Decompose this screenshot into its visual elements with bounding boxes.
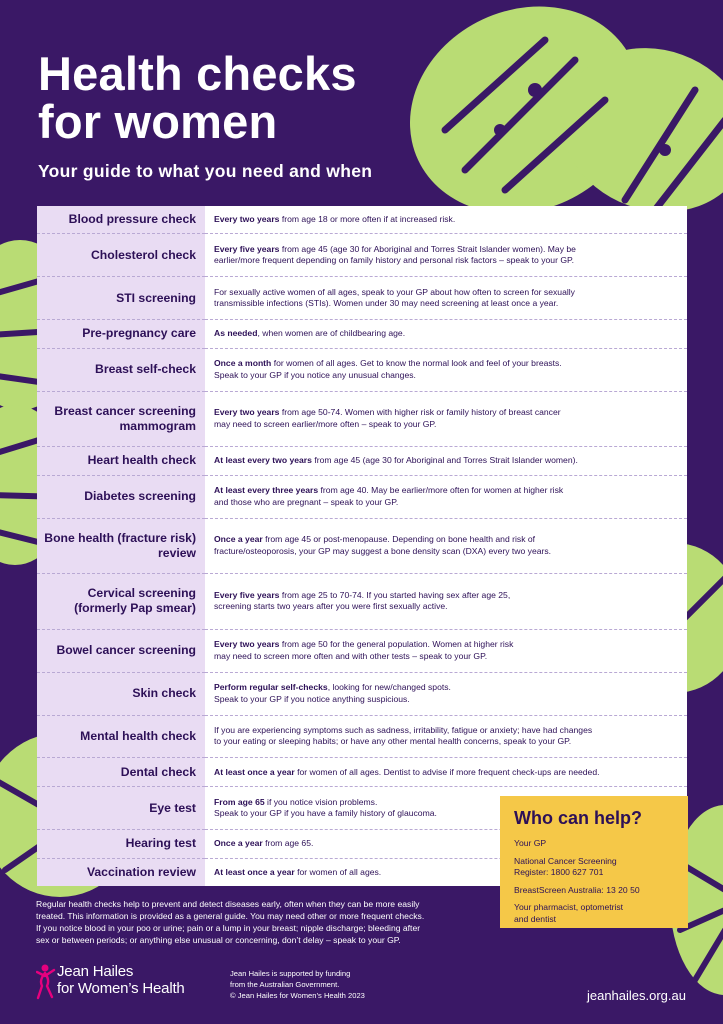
check-frequency: Once a month: [214, 358, 272, 369]
check-detail-line-2: fracture/osteoporosis, your GP may suggest a bone density scan (DXA) every two years.: [214, 545, 552, 556]
check-detail-line-2: Speak to your GP if you have a family history of glaucoma.: [214, 808, 437, 819]
funding-line-1: Jean Hailes is supported by funding: [230, 969, 351, 978]
check-detail-line-2: to your eating or sleeping habits; or have any other mental health concerns, speak to your GP.: [214, 736, 572, 747]
check-detail: for women of all ages. Get to know the normal look and feel of your breasts.: [271, 358, 562, 369]
footer-note-line: Regular health checks help to prevent and detect diseases early, often when they can be more easily: [36, 899, 420, 909]
check-frequency: Once a year: [214, 534, 263, 545]
help-line-gp: Your GP: [514, 838, 547, 848]
check-frequency: Every five years: [214, 589, 280, 600]
check-row: [37, 447, 687, 476]
check-name: Mental health check: [37, 715, 205, 758]
help-line-pharmacist-a: Your pharmacist, optometrist: [514, 902, 624, 912]
check-detail: from age 65.: [262, 838, 314, 849]
check-row: [37, 475, 687, 518]
check-name: Heart health check: [37, 447, 205, 476]
check-detail: from age 50 for the general population. Women at higher risk: [279, 639, 514, 650]
logo-line-2: for Women’s Health: [57, 979, 185, 997]
check-description: [205, 320, 687, 349]
check-detail: from age 25 to 70-74. If you started having sex after age 25,: [279, 589, 511, 600]
check-name: Diabetes screening: [37, 475, 205, 518]
help-line-cancer-register: [514, 856, 674, 879]
check-description: [205, 475, 687, 518]
check-description: [205, 447, 687, 476]
copyright: © Jean Hailes for Women’s Health 2023: [230, 991, 365, 1000]
check-detail-line-2: may need to screen earlier/more often – speak to your GP.: [214, 418, 437, 429]
website-link[interactable]: jeanhailes.org.au: [586, 988, 686, 1003]
check-name: Bone health (fracture risk) review: [37, 518, 205, 573]
check-name: Breast cancer screening mammogram: [37, 391, 205, 446]
check-frequency: Perform regular self-checks: [214, 682, 328, 693]
check-name: Eye test: [37, 787, 205, 830]
health-checks-table: [37, 206, 687, 886]
woman-figure-icon: [36, 964, 56, 1000]
check-description: [205, 672, 687, 715]
check-detail: from age 45 (age 30 for Aboriginal and Torres Strait Islander women).: [311, 455, 578, 466]
page-title: [38, 47, 357, 148]
check-detail-line-2: and those who are pregnant – speak to your GP.: [214, 496, 399, 507]
check-description: [205, 629, 687, 672]
check-detail: For sexually active women of all ages, speak to your GP about how often to screen for sexually: [214, 286, 575, 297]
footer-note-line: If you notice blood in your poo or urine; pain or a lump in your breast; nipple discharge; bleeding after: [36, 923, 421, 933]
check-detail-line-2: transmissible infections (STIs). Women under 30 may need screening at least once a year.: [214, 298, 559, 309]
check-name: Bowel cancer screening: [37, 629, 205, 672]
check-detail-line-2: may need to screen more often and with other tests – speak to your GP.: [214, 650, 488, 661]
check-detail: from age 45 (age 30 for Aboriginal and Torres Strait Islander women). May be: [279, 243, 576, 254]
logo-line-1: Jean Hailes: [57, 963, 134, 980]
check-detail: from age 40. May be earlier/more often for women at higher risk: [318, 485, 564, 496]
check-detail-line-2: earlier/more frequent depending on family history and personal risk factors – speak to your GP.: [214, 255, 575, 266]
check-name: Blood pressure check: [37, 206, 205, 234]
check-frequency: At least once a year: [214, 866, 295, 877]
check-name: Skin check: [37, 672, 205, 715]
check-frequency: Every two years: [214, 213, 280, 224]
check-detail: If you are experiencing symptoms such as sadness, irritability, fatigue or anxiety; have had changes: [214, 724, 593, 735]
check-row: [37, 277, 687, 320]
check-row: [37, 715, 687, 758]
help-title: Who can help?: [514, 808, 642, 828]
check-detail: , looking for new/changed spots.: [327, 682, 451, 693]
check-name: Vaccination review: [37, 858, 205, 886]
help-line-pharmacist-b: and dentist: [514, 913, 557, 924]
check-detail: for women of all ages. Dentist to advise if more frequent check-ups are needed.: [294, 766, 600, 777]
help-line-cancer-register-b: Register: 1800 627 701: [514, 867, 604, 877]
check-name: STI screening: [37, 277, 205, 320]
check-frequency: At least once a year: [214, 766, 295, 777]
help-line-breastscreen: BreastScreen Australia: 13 20 50: [514, 884, 640, 895]
check-detail: from age 18 or more often if at increased risk.: [279, 213, 456, 224]
check-description: [205, 348, 687, 391]
check-name: Breast self-check: [37, 348, 205, 391]
check-frequency: As needed: [214, 328, 258, 339]
check-frequency: Once a year: [214, 838, 263, 849]
check-frequency: Every five years: [214, 243, 280, 254]
help-line-cancer-register-a: National Cancer Screening: [514, 855, 617, 866]
check-frequency: At least every three years: [214, 485, 319, 496]
check-detail-line-2: Speak to your GP if you notice anything suspicious.: [214, 693, 410, 704]
check-detail: for women of all ages.: [294, 866, 382, 877]
check-row: [37, 574, 687, 629]
check-frequency: Every two years: [214, 407, 280, 418]
logo-text: [57, 964, 185, 997]
check-row: [37, 629, 687, 672]
check-name: Cholesterol check: [37, 234, 205, 277]
check-description: [205, 234, 687, 277]
check-description: [205, 391, 687, 446]
check-description: [205, 277, 687, 320]
check-row: [37, 672, 687, 715]
check-row: [37, 206, 687, 234]
who-can-help-box: [500, 796, 688, 928]
check-name: Pre-pregnancy care: [37, 320, 205, 349]
check-name: Dental check: [37, 758, 205, 787]
check-detail-line-2: screening starts two years after you were first sexually active.: [214, 601, 448, 612]
check-detail: , when women are of childbearing age.: [257, 328, 406, 339]
check-detail: from age 45 or post-menopause. Depending on bone health and risk of: [262, 534, 536, 545]
check-frequency: Every two years: [214, 639, 280, 650]
title-line-1: Health checks: [38, 47, 357, 100]
check-row: [37, 320, 687, 349]
title-line-2: for women: [38, 95, 278, 148]
check-row: [37, 518, 687, 573]
check-row: [37, 758, 687, 787]
check-description: [205, 758, 687, 787]
check-detail: from age 50-74. Women with higher risk or family history of breast cancer: [279, 407, 561, 418]
check-detail-line-2: Speak to your GP if you notice any unusual changes.: [214, 369, 416, 380]
check-description: [205, 206, 687, 234]
check-detail: if you notice vision problems.: [264, 796, 378, 807]
check-frequency: From age 65: [214, 796, 265, 807]
check-row: [37, 234, 687, 277]
check-description: [205, 715, 687, 758]
check-name: Cervical screening (formerly Pap smear): [37, 574, 205, 629]
footer-note-line: sex or between periods; or anything else unusual or concerning, don’t delay – speak to your GP.: [36, 935, 401, 945]
footer-note: [36, 898, 494, 946]
jean-hailes-logo: [36, 964, 216, 1004]
funding-statement: [230, 968, 365, 1001]
check-row: [37, 348, 687, 391]
check-name: Hearing test: [37, 830, 205, 859]
footer-note-line: treated. This information is provided as a general guide. You may need other or more frequent checks.: [36, 911, 425, 921]
check-description: [205, 574, 687, 629]
page-subtitle: Your guide to what you need and when: [38, 161, 373, 181]
funding-line-2: from the Australian Government.: [230, 980, 340, 989]
monstera-leaf-top-right-icon: [405, 0, 723, 240]
check-frequency: At least every two years: [214, 455, 312, 466]
check-description: [205, 518, 687, 573]
help-line-pharmacist: [514, 902, 674, 925]
check-row: [37, 391, 687, 446]
